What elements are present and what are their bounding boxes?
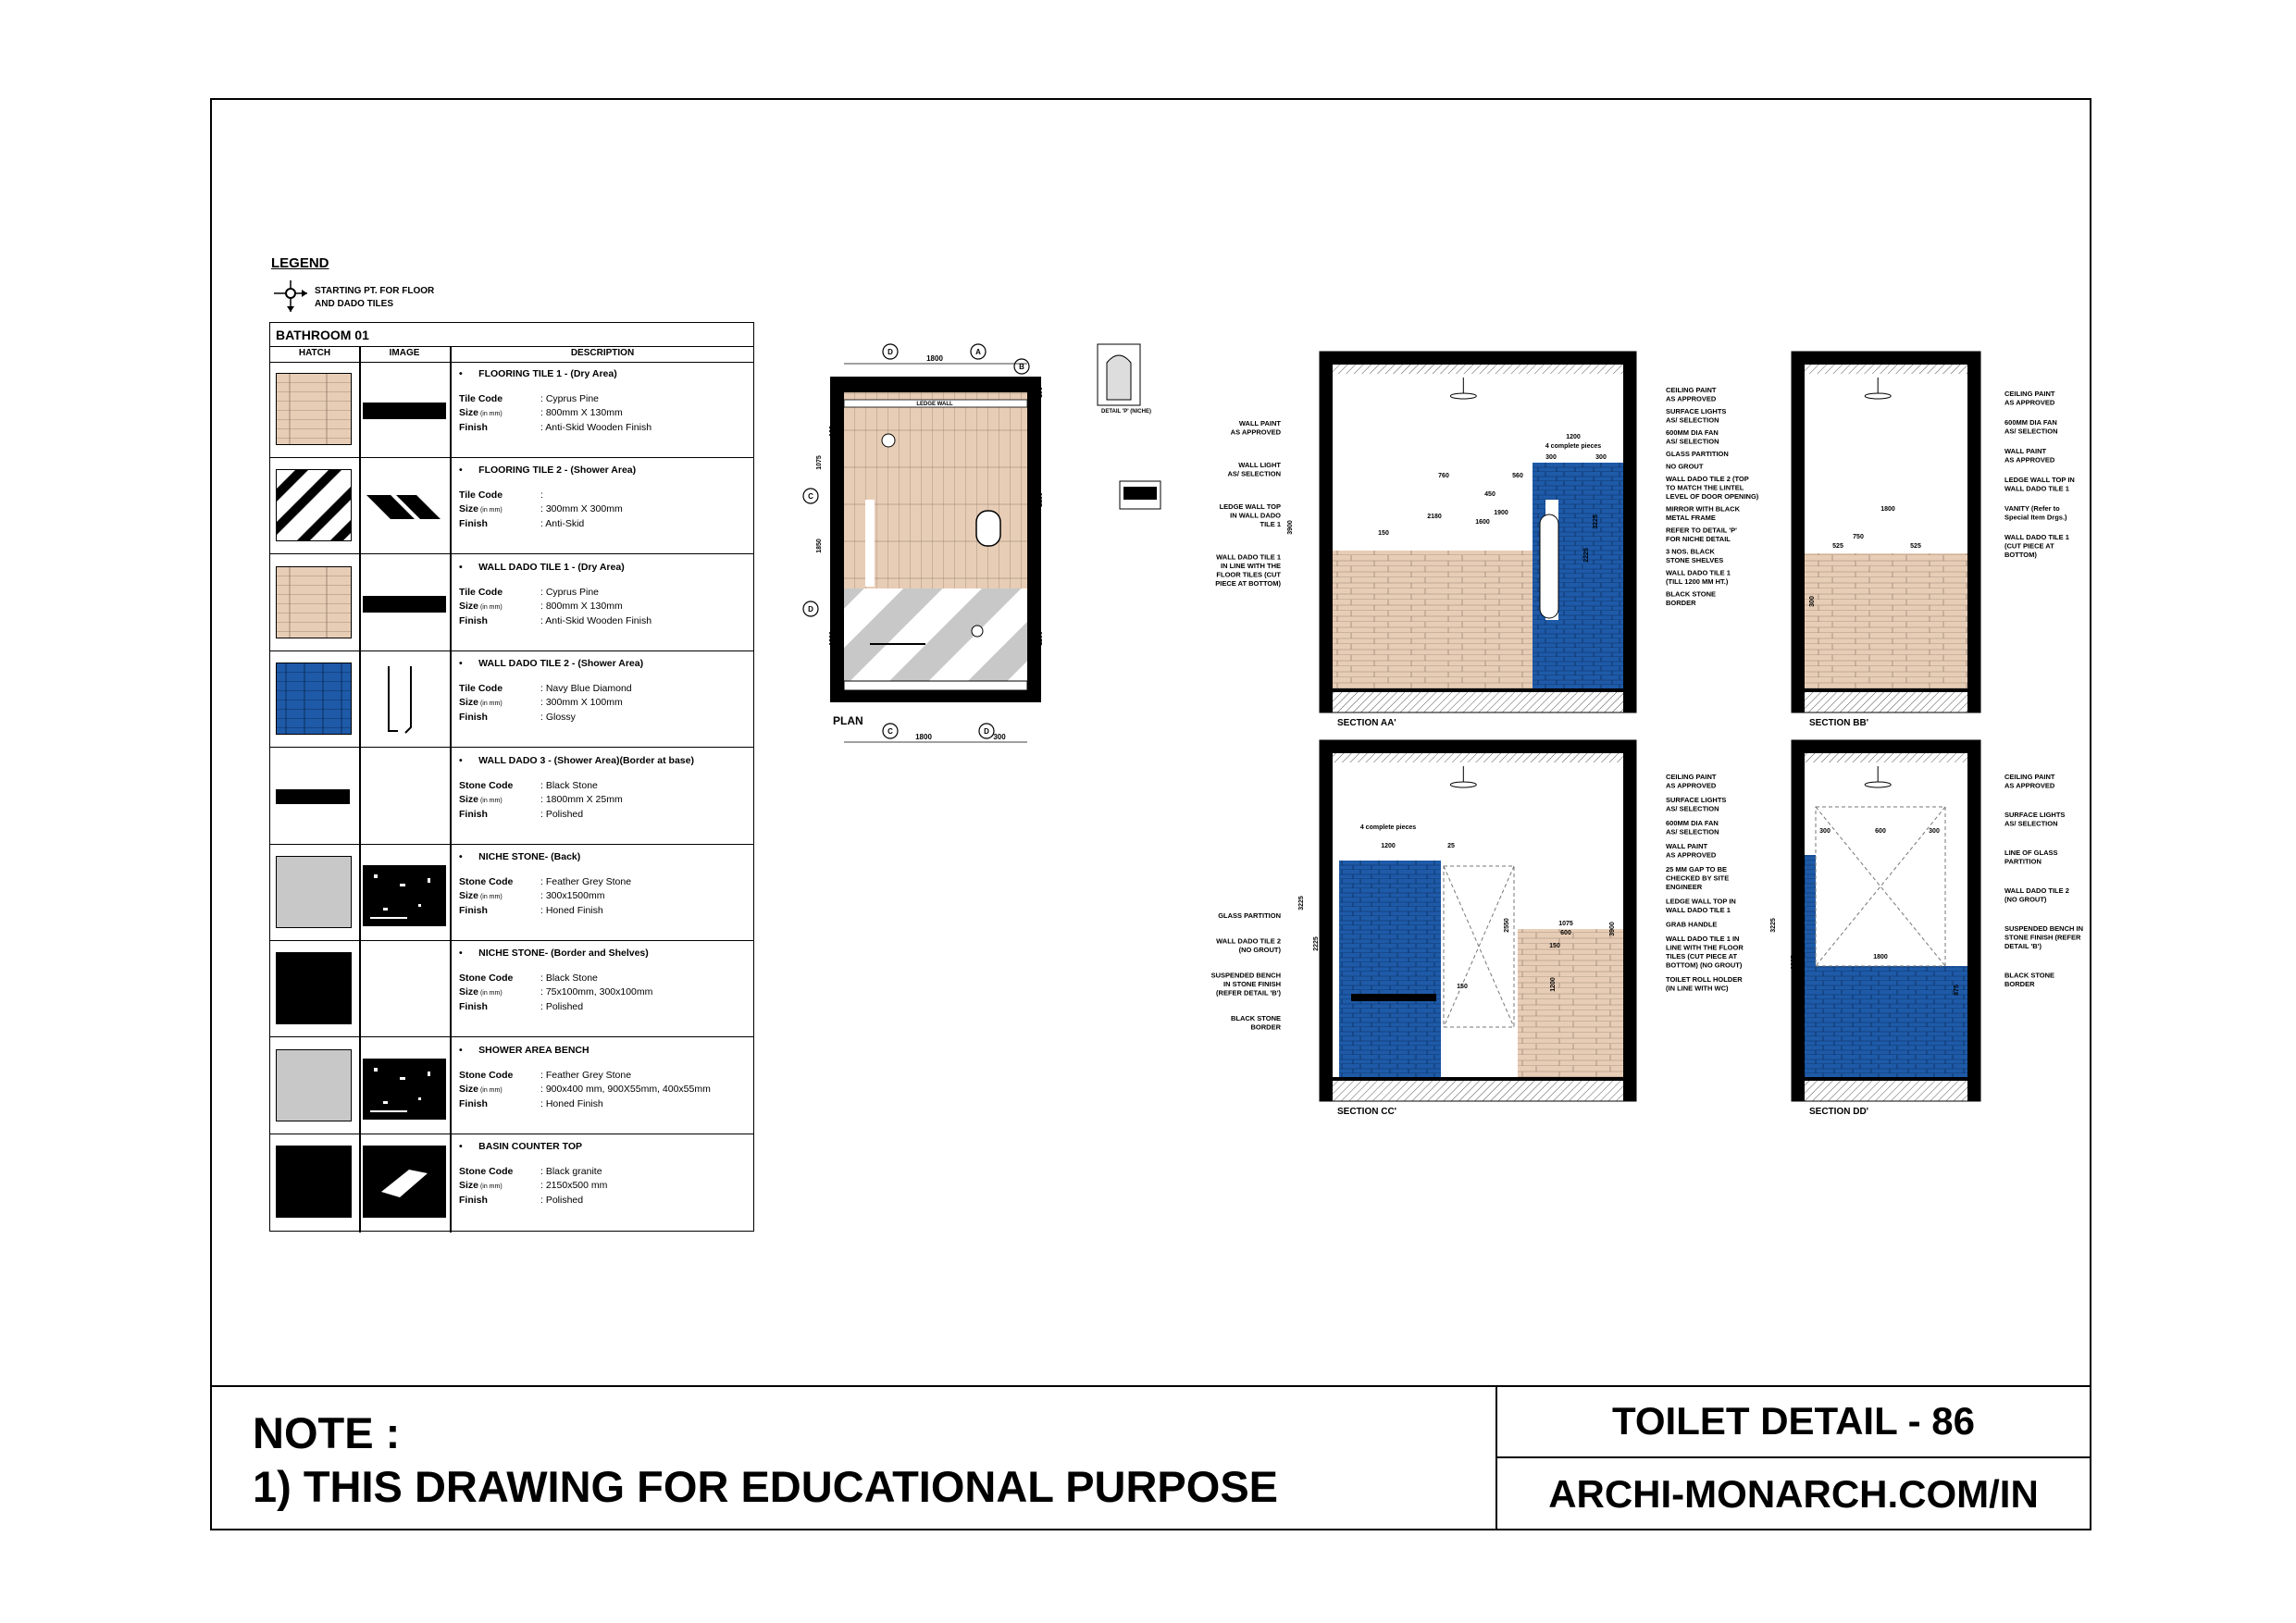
section-note: FLOOR TILES (CUT xyxy=(1216,570,1281,579)
section-wall-left xyxy=(1792,740,1805,1101)
material-title: • SHOWER AREA BENCH xyxy=(459,1044,590,1056)
section-note: ENGINEER xyxy=(1666,883,1703,891)
section-dimension: 1200 xyxy=(1566,434,1581,440)
section-note: VANITY (Refer to xyxy=(2004,504,2060,513)
material-field: Stone Code : Feather Grey Stone xyxy=(459,1069,632,1081)
material-field: Tile Code : Navy Blue Diamond xyxy=(459,683,632,695)
section-dimension: 1200 xyxy=(1794,594,1801,609)
section-note: WALL DADO TILE 2 xyxy=(2004,886,2069,895)
section-dimension: 2180 xyxy=(1427,514,1442,520)
material-title: • BASIN COUNTER TOP xyxy=(459,1141,582,1153)
section-note: AS APPROVED xyxy=(2004,781,2055,790)
plan-label: PLAN xyxy=(833,714,863,727)
material-field: Size (in mm) : 900x400 mm, 900X55mm, 400x55mm xyxy=(459,1083,711,1095)
section-note: REFER TO DETAIL 'P' xyxy=(1666,526,1737,535)
material-field: Stone Code : Black Stone xyxy=(459,779,598,791)
section-dimension: 1800 xyxy=(1873,954,1888,960)
section-dd xyxy=(1792,740,1980,1101)
material-title: • FLOORING TILE 2 - (Shower Area) xyxy=(459,465,637,477)
shower-dado-tile xyxy=(1805,966,1967,1077)
material-field: Finish : Polished xyxy=(459,808,584,820)
section-note: BORDER xyxy=(2004,980,2035,988)
grid-label: D xyxy=(808,605,813,613)
grid-label: D xyxy=(984,727,989,736)
plan-wc xyxy=(976,511,1000,546)
material-field: Finish : Anti-Skid Wooden Finish xyxy=(459,422,652,433)
section-wall-right xyxy=(1967,740,1980,1101)
section-dimension: 525 xyxy=(1910,543,1921,550)
section-note: BORDER xyxy=(1250,1022,1281,1032)
section-dimension: 1200 xyxy=(1550,977,1557,992)
section-note: CEILING PAINT xyxy=(1666,386,1717,394)
legend-note-line: STARTING PT. FOR FLOOR xyxy=(315,286,435,296)
legend-table-title: BATHROOM 01 xyxy=(270,323,753,347)
section-note: DETAIL 'B') xyxy=(2004,942,2042,950)
plan-dimension: 1200 xyxy=(829,631,836,646)
section-wall-right xyxy=(1967,352,1980,712)
material-title: • FLOORING TILE 1 - (Dry Area) xyxy=(459,368,617,379)
column-description: DESCRIPTION xyxy=(570,348,635,358)
section-wall-right xyxy=(1623,352,1636,712)
section-wall-left xyxy=(1320,740,1333,1101)
plan-note: LEDGE WALL xyxy=(916,402,953,407)
section-note: SURFACE LIGHTS xyxy=(1666,407,1727,415)
section-dimension: 600 xyxy=(1875,828,1886,835)
section-note: IN STONE FINISH xyxy=(1223,980,1281,988)
section-note: 600MM DIA FAN xyxy=(1666,819,1719,827)
section-note: WALL DADO TILE 1 xyxy=(2004,484,2069,493)
section-note: BLACK STONE xyxy=(2004,971,2055,980)
section-slab xyxy=(1320,740,1636,753)
ceiling-fan xyxy=(1865,393,1891,399)
section-dimension: 150 xyxy=(1457,984,1468,990)
section-note: AS/ SELECTION xyxy=(2004,819,2058,828)
sheet-title: TOILET DETAIL - 86 xyxy=(1611,1399,1976,1443)
material-field: Finish : Polished xyxy=(459,1001,584,1013)
section-dimension: 450 xyxy=(1484,491,1496,498)
section-note: (NO GROUT) xyxy=(2004,895,2047,904)
section-dimension: 560 xyxy=(1512,473,1523,479)
section-note: WALL PAINT xyxy=(2004,447,2047,455)
section-slab xyxy=(1792,740,1980,753)
section-dimension: 900 xyxy=(1972,596,1979,607)
material-field: Size (in mm) : 300x1500mm xyxy=(459,890,605,901)
section-note: 25 MM GAP TO BE xyxy=(1666,865,1727,873)
material-title: • WALL DADO TILE 1 - (Dry Area) xyxy=(459,561,625,573)
website-label: ARCHI-MONARCH.COM/IN xyxy=(1548,1472,2039,1516)
section-note: LEDGE WALL TOP IN xyxy=(1666,897,1736,906)
section-note: (NO GROUT) xyxy=(1238,946,1281,954)
section-dimension: 3900 xyxy=(1609,922,1616,936)
note-heading: NOTE : xyxy=(253,1408,401,1457)
section-dimension: 300 xyxy=(1809,596,1816,607)
section-note: STONE SHELVES xyxy=(1666,556,1724,564)
material-field: Finish : Anti-Skid Wooden Finish xyxy=(459,614,652,626)
material-field: Size (in mm) : 300mm X 300mm xyxy=(459,503,623,515)
section-note: WALL DADO TILE 1 xyxy=(1216,552,1281,562)
section-note: 600MM DIA FAN xyxy=(1666,428,1719,437)
section-note: 3 NOS. BLACK xyxy=(1666,547,1715,556)
section-label: SECTION DD' xyxy=(1809,1107,1869,1117)
section-note: WALL DADO TILE 1 xyxy=(1666,568,1731,577)
section-dimension: 300 xyxy=(1819,828,1831,835)
section-note: BLACK STONE xyxy=(1666,589,1717,599)
section-note: TO MATCH THE LINTEL xyxy=(1666,483,1744,492)
material-field: Stone Code : Black Stone xyxy=(459,973,598,985)
material-field: Tile Code : xyxy=(459,489,543,502)
section-note: AS/ SELECTION xyxy=(1227,469,1281,478)
section-note: LINE OF GLASS xyxy=(2004,849,2058,857)
material-title: • NICHE STONE- (Border and Shelves) xyxy=(459,948,649,960)
ceiling-fan xyxy=(1450,782,1476,787)
section-note: (CUT PIECE AT xyxy=(2004,541,2054,551)
section-dimension: 25 xyxy=(1447,843,1455,849)
section-note: AS/ SELECTION xyxy=(1666,804,1719,813)
section-note: AS/ SELECTION xyxy=(1666,415,1719,425)
note-block xyxy=(253,1406,1278,1514)
section-note: GRAB HANDLE xyxy=(1666,920,1718,929)
section-dimension: 4 complete pieces xyxy=(1545,443,1602,450)
section-slab xyxy=(1320,352,1636,365)
dry-dado-tile xyxy=(1518,929,1623,1077)
section-note: CHECKED BY SITE xyxy=(1666,873,1730,883)
section-note: SURFACE LIGHTS xyxy=(2004,811,2066,819)
section-note: CEILING PAINT xyxy=(2004,390,2055,398)
section-dimension: 2225 xyxy=(1313,936,1320,951)
section-note: AS APPROVED xyxy=(1666,850,1717,860)
section-note: LINE WITH THE FLOOR xyxy=(1666,943,1744,952)
section-note: MIRROR WITH BLACK xyxy=(1666,504,1740,514)
section-note: AS/ SELECTION xyxy=(1666,437,1719,446)
section-note: (TILL 1200 MM HT.) xyxy=(1666,577,1729,586)
section-note: BORDER xyxy=(1666,599,1696,607)
plan-shower-floor xyxy=(844,588,1027,681)
dry-dado-tile xyxy=(1805,553,1967,688)
section-note: SUSPENDED BENCH IN xyxy=(2004,924,2084,933)
section-note: WALL DADO TILE 2 xyxy=(1216,936,1281,946)
ceiling-fan xyxy=(1865,782,1891,787)
shower-dado-tile xyxy=(1339,861,1441,1077)
section-dimension: 3225 xyxy=(1298,896,1305,911)
section-dimension: 875 xyxy=(1954,985,1960,996)
section-note: GLASS PARTITION xyxy=(1218,911,1281,920)
section-note: PIECE AT BOTTOM) xyxy=(1215,579,1281,588)
material-title: • NICHE STONE- (Back) xyxy=(459,851,581,862)
sections xyxy=(1320,352,1980,1101)
section-note: WALL LIGHT xyxy=(1238,461,1281,469)
section-dimension: 300 xyxy=(1595,454,1607,461)
section-note: PARTITION xyxy=(2004,857,2042,866)
section-bb xyxy=(1792,352,1980,712)
section-note: IN LINE WITH THE xyxy=(1221,562,1281,570)
section-dimension: 760 xyxy=(1438,473,1449,479)
section-border xyxy=(1333,1077,1623,1081)
plan-dimension: 300 xyxy=(993,733,1006,741)
section-note: AS/ SELECTION xyxy=(2004,427,2058,436)
plan-dimension: 1200 xyxy=(1037,631,1044,646)
grid-label: B xyxy=(1019,363,1024,371)
section-aa xyxy=(1320,352,1636,712)
section-dimension: 3225 xyxy=(1770,918,1777,933)
plan-bench xyxy=(844,681,1027,690)
section-dimension: 1200 xyxy=(1381,843,1396,849)
title-block-divider xyxy=(1496,1456,2091,1458)
material-field: Size (in mm) : 2150x500 mm xyxy=(459,1180,608,1192)
section-dimension: 4 complete pieces xyxy=(1359,824,1417,831)
section-note: LEDGE WALL TOP xyxy=(1219,502,1281,511)
section-note: SURFACE LIGHTS xyxy=(1666,796,1727,804)
section-note: Special Item Drgs.) xyxy=(2004,513,2067,522)
grid-label: C xyxy=(808,492,813,501)
section-dimension: 3900 xyxy=(1796,520,1803,535)
section-note: WALL PAINT xyxy=(1238,419,1281,427)
material-title: • WALL DADO TILE 2 - (Shower Area) xyxy=(459,658,644,670)
section-note: WALL DADO TILE 1 IN xyxy=(1666,935,1740,943)
material-field: Tile Code : Cyprus Pine xyxy=(459,586,600,598)
detail-label: DETAIL 'P' (NICHE) xyxy=(1101,409,1151,415)
section-note: WALL DADO TILE 1 xyxy=(1666,906,1731,914)
material-field: Size (in mm) : 1800mm X 25mm xyxy=(459,793,623,805)
column-image: IMAGE xyxy=(389,348,420,358)
grid-label: A xyxy=(975,348,981,356)
section-note: AS APPROVED xyxy=(2004,398,2055,407)
niche-arch xyxy=(1107,355,1131,400)
section-note: AS APPROVED xyxy=(1230,427,1281,437)
ceiling-fan xyxy=(1450,393,1476,399)
material-field: Tile Code : Cyprus Pine xyxy=(459,393,600,404)
mirror xyxy=(1860,527,1916,553)
section-note: SUSPENDED BENCH xyxy=(1210,971,1281,980)
section-dimension: 2550 xyxy=(1504,918,1510,933)
plan-dimension: 1800 xyxy=(926,354,943,363)
section-border xyxy=(1805,688,1967,692)
section-note: LEDGE WALL TOP IN xyxy=(2004,476,2075,484)
section-dimension: 150 xyxy=(1549,943,1560,949)
dry-dado-tile xyxy=(1333,551,1533,688)
section-wall-left xyxy=(1320,352,1333,712)
key-plan-fill xyxy=(1123,487,1157,500)
niche-pill xyxy=(1540,514,1558,618)
section-dimension: 525 xyxy=(1832,543,1843,550)
section-border xyxy=(1805,1077,1967,1081)
plan-dimension: 160 xyxy=(829,426,836,437)
section-note: 600MM DIA FAN xyxy=(2004,418,2057,427)
material-field: Finish : Polished xyxy=(459,1195,584,1207)
plan-basin xyxy=(882,434,895,447)
material-title: • WALL DADO 3 - (Shower Area)(Border at base) xyxy=(459,754,694,766)
grid-label: C xyxy=(887,727,893,736)
material-field: Size (in mm) : 800mm X 130mm xyxy=(459,407,623,418)
legend-title: LEGEND xyxy=(271,255,329,271)
section-dimension: 750 xyxy=(1853,534,1864,540)
section-wall-right xyxy=(1623,740,1636,1101)
section-note: AS/ SELECTION xyxy=(1666,827,1719,836)
material-field: Size (in mm) : 75x100mm, 300x100mm xyxy=(459,986,653,998)
section-label: SECTION CC' xyxy=(1337,1107,1397,1117)
section-note: WALL PAINT xyxy=(1666,842,1708,850)
note-line: 1) THIS DRAWING FOR EDUCATIONAL PURPOSE xyxy=(253,1462,1279,1511)
plan-dimension: 1850 xyxy=(816,539,823,553)
material-field: Stone Code : Feather Grey Stone xyxy=(459,876,632,887)
section-dimension: 3900 xyxy=(1287,520,1294,535)
material-field: Finish : Honed Finish xyxy=(459,1097,603,1109)
section-note: WALL DADO TILE 2 (TOP xyxy=(1666,475,1749,483)
plan-dimension: 100 xyxy=(1037,387,1044,398)
section-note: BLACK STONE xyxy=(1230,1014,1281,1022)
section-note: CEILING PAINT xyxy=(2004,773,2055,781)
section-note: GLASS PARTITION xyxy=(1666,450,1729,458)
section-note: IN WALL DADO xyxy=(1230,511,1281,520)
section-note: STONE FINISH (REFER xyxy=(2004,933,2081,942)
shower-bench xyxy=(1351,994,1436,1001)
section-border xyxy=(1333,688,1623,692)
plan-dimension: 2150 xyxy=(1037,492,1044,507)
grid-label: D xyxy=(887,348,893,356)
section-note: TILE 1 xyxy=(1260,520,1281,528)
section-dimension: 1075 xyxy=(1558,921,1573,927)
plan-dimension: 1075 xyxy=(816,455,823,470)
section-note: AS APPROVED xyxy=(1666,781,1717,790)
section-note: NO GROUT xyxy=(1666,462,1704,471)
material-field: Finish : Honed Finish xyxy=(459,905,603,916)
material-field: Size (in mm) : 800mm X 130mm xyxy=(459,600,623,612)
section-dimension: 1800 xyxy=(1880,506,1895,513)
material-field: Finish : Anti-Skid xyxy=(459,518,585,530)
section-note: TOILET ROLL HOLDER xyxy=(1666,975,1743,984)
section-note: FOR NICHE DETAIL xyxy=(1666,535,1731,543)
plan-dimension: 1800 xyxy=(915,733,932,741)
floor-plan xyxy=(830,344,1160,702)
section-note: (IN LINE WITH WC) xyxy=(1666,984,1729,993)
section-dimension: 300 xyxy=(1545,454,1557,461)
section-note: TILES (CUT PIECE AT xyxy=(1666,952,1738,960)
section-note: (REFER DETAIL 'B') xyxy=(1216,988,1281,997)
section-dimension: 1900 xyxy=(1494,510,1508,516)
shower-dado-tile xyxy=(1805,855,1816,966)
column-hatch: HATCH xyxy=(298,348,331,358)
material-field: Finish : Glossy xyxy=(459,712,576,724)
material-field: Stone Code : Black granite xyxy=(459,1166,602,1178)
section-note: BOTTOM) xyxy=(2004,551,2037,559)
plan-door-gap xyxy=(865,500,875,587)
plan-drain xyxy=(972,626,983,637)
section-note: WALL DADO TILE 1 xyxy=(2004,533,2069,541)
section-slab xyxy=(1792,352,1980,365)
section-dimension: 3225 xyxy=(1593,514,1599,529)
section-label: SECTION BB' xyxy=(1809,718,1869,728)
section-note: AS APPROVED xyxy=(1666,394,1717,403)
section-dimension: 2225 xyxy=(1791,955,1797,970)
section-dimension: 1600 xyxy=(1475,519,1490,526)
legend-note-line: AND DADO TILES xyxy=(315,299,393,309)
section-dimension: 300 xyxy=(1929,828,1940,835)
section-note: CEILING PAINT xyxy=(1666,773,1717,781)
section-cc xyxy=(1320,740,1636,1101)
section-label: SECTION AA' xyxy=(1337,718,1396,728)
section-note: LEVEL OF DOOR OPENING) xyxy=(1666,492,1759,501)
section-dimension: 2225 xyxy=(1583,548,1590,563)
section-dimension: 600 xyxy=(1560,930,1571,936)
section-note: METAL FRAME xyxy=(1666,514,1716,522)
section-note: AS APPROVED xyxy=(2004,455,2055,465)
section-dimension: 150 xyxy=(1378,530,1389,537)
section-note: BOTTOM) (NO GROUT) xyxy=(1666,960,1743,970)
material-field: Size (in mm) : 300mm X 100mm xyxy=(459,697,623,709)
